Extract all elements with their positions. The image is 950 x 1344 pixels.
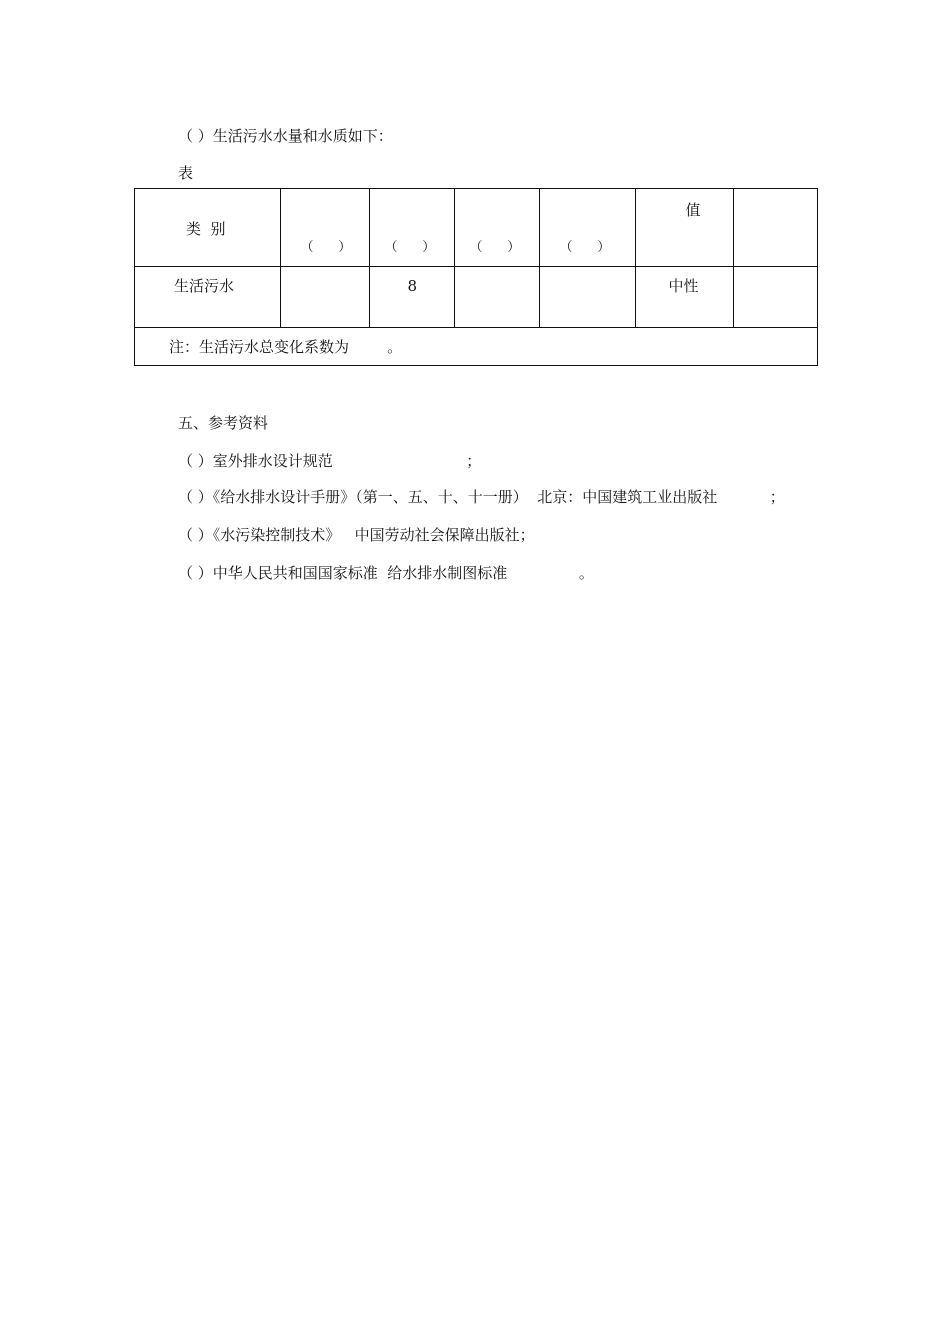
row-cell-4 — [454, 267, 539, 328]
header-paren-4: （ ） — [559, 240, 611, 255]
row-cell-3 — [369, 267, 454, 328]
row-cell-6 — [635, 267, 733, 328]
row-value-6: 中性 — [668, 277, 699, 295]
header-cell-7 — [733, 189, 817, 267]
water-quality-table — [134, 188, 818, 366]
table-header-row — [135, 189, 817, 267]
header-paren-2: （ ） — [384, 240, 436, 255]
header-cell-1 — [280, 189, 369, 267]
header-cell-4 — [539, 189, 635, 267]
row-cell-5 — [539, 267, 635, 328]
reference-item: （ ）《给水排水设计手册》（第一、五、十、十一册） 北京：中国建筑工业出版社 ； — [178, 488, 785, 506]
header-paren-3: （ ） — [469, 240, 521, 255]
reference-item: （ ）中华人民共和国国家标准 给水排水制图标准 。 — [178, 564, 594, 582]
reference-item: （ ）室外排水设计规范 ； — [178, 452, 482, 470]
table-row — [135, 267, 817, 328]
table-note: 注：生活污水总变化系数为 。 — [169, 338, 403, 356]
header-category-cell — [135, 189, 280, 267]
header-value-label: 值 — [685, 201, 701, 219]
header-cell-3 — [454, 189, 539, 267]
table-caption: 表 — [178, 164, 194, 182]
row-cell-2 — [280, 267, 369, 328]
intro-line: （ ）生活污水水量和水质如下： — [178, 127, 393, 145]
row-name-cell — [135, 267, 280, 328]
row-value-3: 8 — [407, 277, 418, 295]
reference-item: （ ）《水污染控制技术》 中国劳动社会保障出版社； — [178, 526, 535, 544]
header-paren-1: （ ） — [300, 240, 352, 255]
row-cell-7 — [733, 267, 817, 328]
references-title: 五、参考资料 — [178, 414, 269, 432]
table-note-cell — [135, 328, 817, 366]
table-note-row — [135, 328, 817, 366]
row-name: 生活污水 — [174, 277, 235, 295]
header-category-label: 类 别 — [186, 220, 226, 238]
header-value-cell — [635, 189, 733, 267]
header-cell-2 — [369, 189, 454, 267]
